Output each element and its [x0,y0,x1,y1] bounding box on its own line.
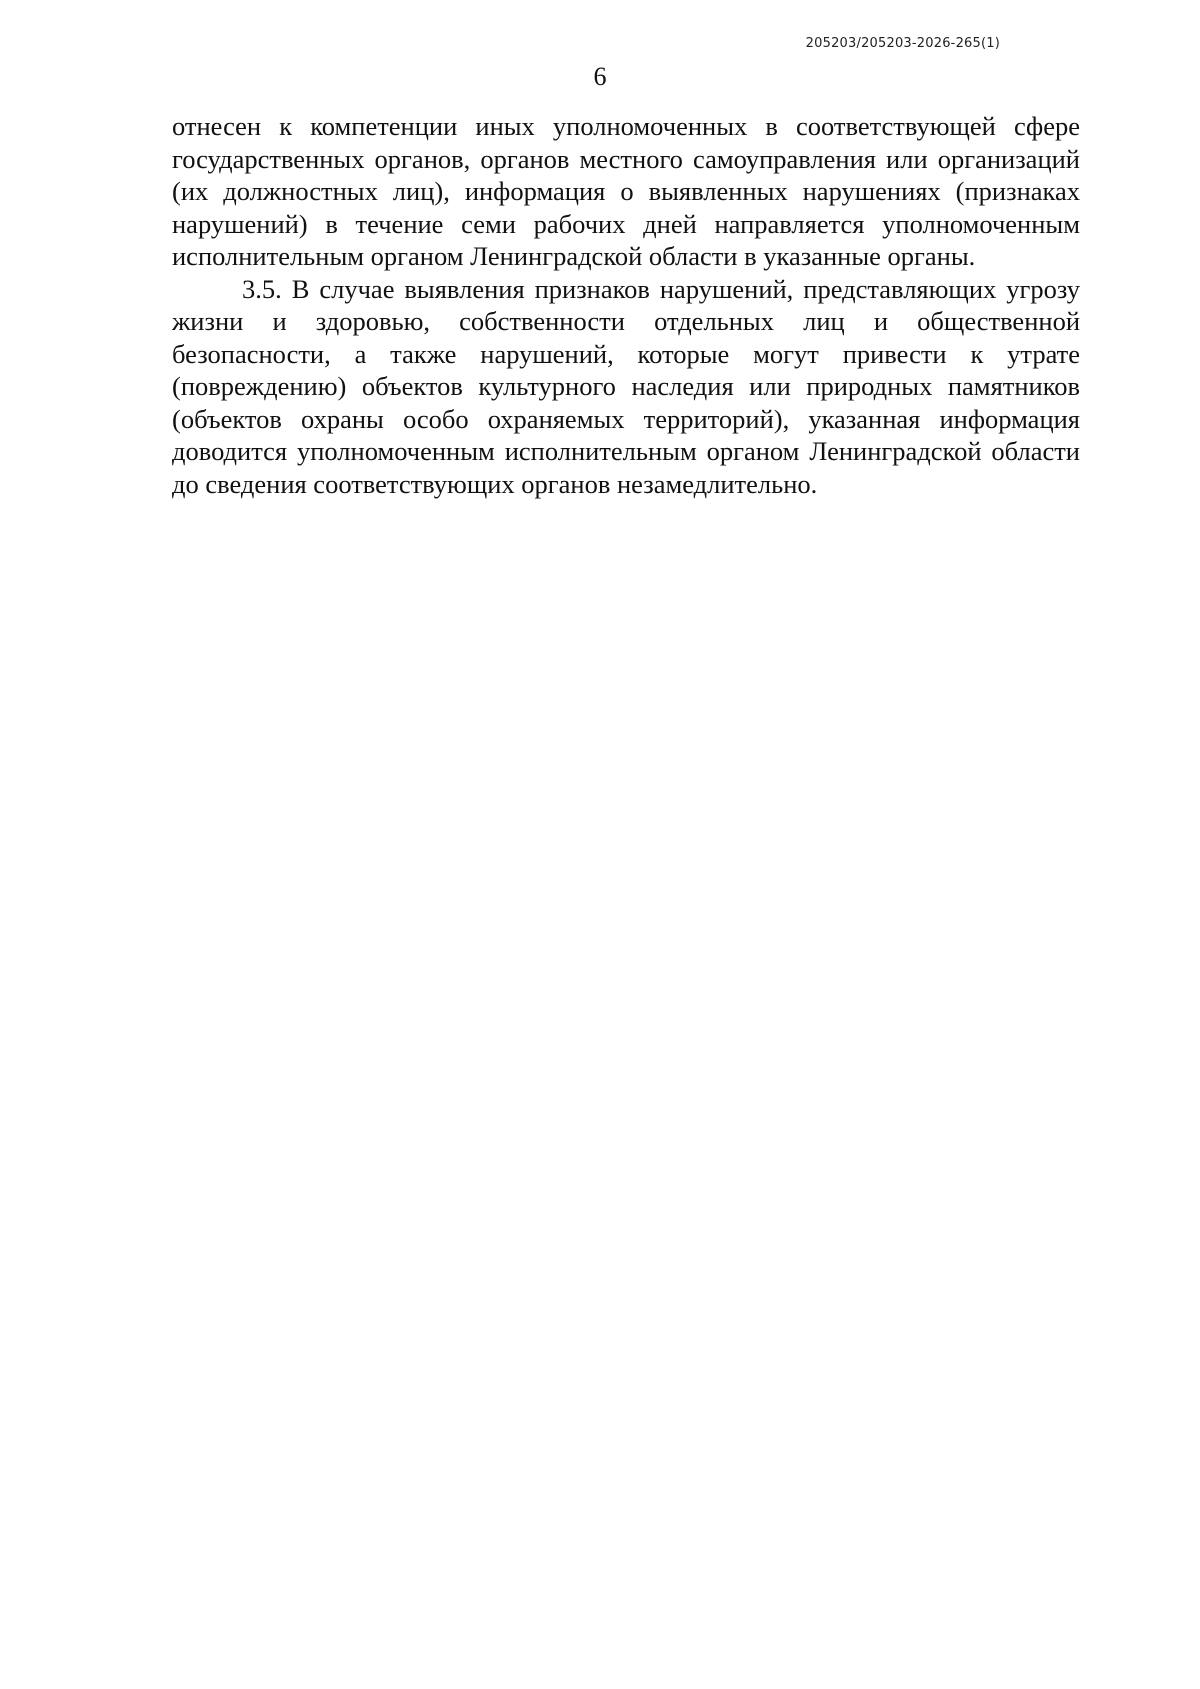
page-number: 6 [593,62,607,91]
document-body [172,110,1080,500]
paragraph-continuation: отнесен к компетенции иных уполномоченных в соответствующей сфере государственных органов, органов местного самоуправления или организаций (их должностных лиц), информация о выявленных нарушениях (признаках нарушений) в течение семи рабочих дней направляется уполномоченным исполнительным органом Ленинградской области в указанные органы. [172,111,1080,271]
paragraph-3-5: 3.5. В случае выявления признаков нарушений, представляющих угрозу жизни и здоровью, собственности отдельных лиц и общественной безопасности, а также нарушений, которые могут привести к утрате (повреждению) объектов культурного наследия или природных памятников (объектов охраны особо охраняемых территорий), указанная информация доводится уполномоченным исполнительным органом Ленинградской области до сведения соответствующих органов незамедлительно. [172,273,1080,499]
document-id: 205203/205203-2026-265(1) [805,36,1000,51]
